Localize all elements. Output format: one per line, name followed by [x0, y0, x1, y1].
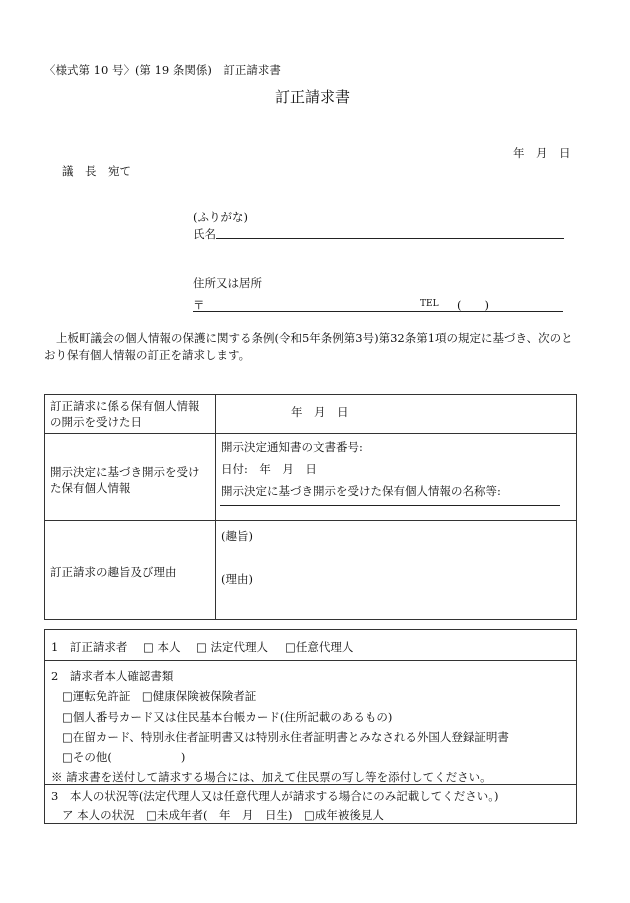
tel-parens: ( ) [457, 298, 489, 312]
id-doc-mynumber-card[interactable]: □個人番号カード又は住民基本台帳カード(住所記載のあるもの) [62, 710, 393, 724]
name-label: 氏名 [193, 227, 216, 241]
principal-status-line[interactable]: ア 本人の状況 □未成年者( 年 月 日生) □成年被後見人 [62, 808, 384, 822]
id-doc-note: ※ 請求書を送付して請求する場合には、加えて住民票の写し等を添付してください。 [51, 770, 492, 784]
section1-heading: 1 訂正請求者 [51, 640, 128, 654]
row3-value-cell[interactable] [216, 521, 577, 620]
form-reference: 〈様式第 10 号〉(第 19 条関係) 訂正請求書 [44, 63, 281, 77]
row-disclosure-date [45, 395, 577, 434]
section2-heading: 2 請求者本人確認書類 [51, 669, 174, 683]
addressee: 議 長 宛て [62, 164, 131, 178]
row2-value-cell[interactable] [216, 434, 577, 521]
row1-label: 訂正請求に係る保有個人情報の開示を受けた日 [50, 399, 200, 429]
date-line: 年 月 日 [513, 146, 571, 160]
checkbox-self[interactable]: □ 本人 [143, 640, 181, 654]
postal-mark: 〒 [193, 298, 205, 312]
id-doc-other[interactable]: □その他( ) [62, 750, 186, 764]
name-field[interactable] [216, 238, 564, 239]
checkbox-voluntary-representative[interactable]: □任意代理人 [285, 640, 354, 654]
tel-label: TEL [420, 299, 439, 309]
row2-doc-number: 開示決定通知書の文書番号: [221, 440, 363, 454]
row3-reason: (理由) [221, 572, 253, 586]
row3-purpose: (趣旨) [221, 529, 253, 543]
row3-label: 訂正請求の趣旨及び理由 [50, 565, 177, 579]
document-title: 訂正請求書 [275, 88, 351, 106]
furigana-label: (ふりがな) [193, 210, 248, 224]
address-label: 住所又は居所 [193, 276, 262, 290]
section-principal-status [44, 784, 577, 824]
section3-heading: 3 本人の状況等(法定代理人又は任意代理人が請求する場合にのみ記載してください。) [51, 789, 499, 803]
id-doc-license-insurance[interactable]: □運転免許証 □健康保険被保険者証 [62, 689, 257, 703]
row1-value-cell[interactable] [216, 395, 577, 434]
row2-info-name: 開示決定に基づき開示を受けた保有個人情報の名称等: [221, 484, 501, 498]
row2-label: 開示決定に基づき開示を受けた保有個人情報 [50, 465, 200, 495]
row2-info-name-field[interactable] [220, 505, 560, 506]
intro-paragraph: 上板町議会の個人情報の保護に関する条例(令和5年条例第3号)第32条第1項の規定に基づき、次のとおり保有個人情報の訂正を請求します。 [44, 331, 573, 362]
request-table [44, 394, 577, 620]
row1-value: 年 月 日 [291, 405, 349, 419]
section-requester [44, 629, 577, 661]
section-identity-documents [44, 660, 577, 785]
checkbox-legal-representative[interactable]: □ 法定代理人 [196, 640, 269, 654]
row-disclosed-info [45, 434, 577, 521]
row2-date: 日付: 年 月 日 [221, 462, 317, 476]
id-doc-residence-card[interactable]: □在留カード、特別永住者証明書又は特別永住者証明書とみなされる外国人登録証明書 [62, 730, 509, 744]
address-field[interactable] [193, 311, 563, 312]
row-purpose-reason [45, 521, 577, 620]
